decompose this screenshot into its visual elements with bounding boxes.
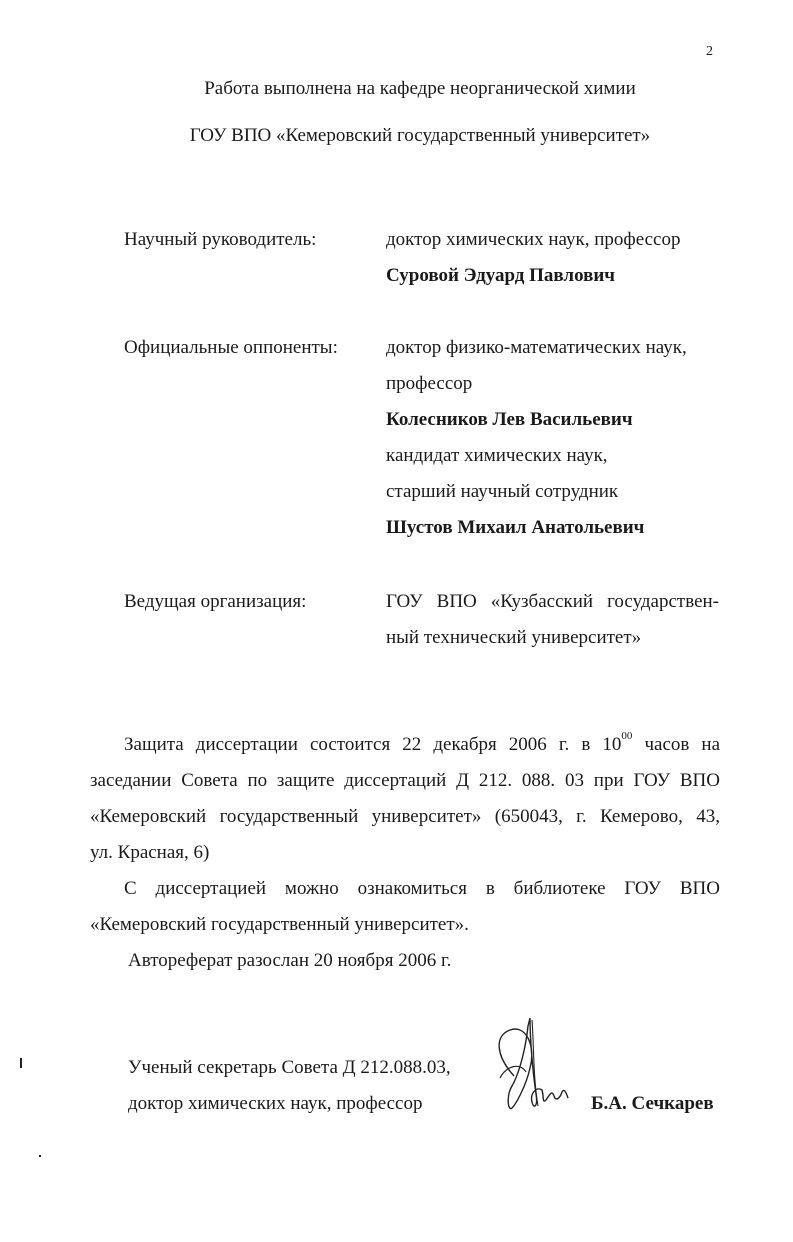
defense-line-2: заседании Совета по защите диссертаций Д 212. 088. 03 при ГОУ ВПО — [90, 770, 720, 791]
opponent-1-degree-line-2: профессор — [386, 373, 473, 394]
opponent-2-degree-line-1: кандидат химических наук, — [386, 445, 608, 466]
supervisor-degree: доктор химических наук, профессор — [386, 229, 681, 250]
secretary-line-2: доктор химических наук, профессор — [128, 1093, 423, 1114]
opponent-1-degree-line-1: доктор физико-математических наук, — [386, 337, 687, 358]
opponent-2-degree-line-2: старший научный сотрудник — [386, 481, 619, 502]
leading-org-line-1 — [386, 591, 719, 613]
page-number: 2 — [706, 44, 713, 59]
library-line-1: С диссертацией можно ознакомиться в библиотеке ГОУ ВПО — [124, 878, 720, 899]
opponent-2-name: Шустов Михаил Анатольевич — [386, 517, 645, 538]
defense-line-1 — [124, 730, 721, 756]
distribution-note: Автореферат разослан 20 ноября 2006 г. — [128, 950, 452, 971]
leading-org-label: Ведущая организация: — [124, 591, 307, 612]
opponents-label: Официальные оппоненты: — [124, 337, 338, 358]
defense-line-1-text: Защита диссертации состоится 22 декабря 2006 г. в 10 — [124, 734, 622, 755]
defense-line-3: «Кемеровский государственный университет» (650043, г. Кемерово, 43, — [90, 806, 720, 827]
defense-line-4: ул. Красная, 6) — [90, 842, 210, 863]
header-line-2: ГОУ ВПО «Кемеровский государственный университет» — [189, 125, 651, 146]
supervisor-name: Суровой Эдуард Павлович — [386, 265, 616, 286]
margin-dot — [39, 1155, 41, 1157]
defense-time-superscript: 00 — [621, 730, 633, 742]
secretary-name: Б.А. Сечкарев — [591, 1093, 714, 1114]
secretary-line-1: Ученый секретарь Совета Д 212.088.03, — [128, 1057, 451, 1078]
margin-mark — [20, 1058, 22, 1068]
supervisor-label: Научный руководитель: — [124, 229, 317, 250]
library-line-2: «Кемеровский государственный университет». — [90, 914, 469, 935]
leading-org-line-2: ный технический университет» — [386, 627, 642, 648]
leading-org-line-1-text: ГОУ ВПО «Кузбасский государствен- — [386, 591, 719, 612]
signature — [486, 1016, 578, 1118]
defense-line-1-end: часов на — [644, 734, 721, 755]
opponent-1-name: Колесников Лев Васильевич — [386, 409, 633, 430]
header-line-1: Работа выполнена на кафедре неорганической химии — [204, 78, 636, 99]
